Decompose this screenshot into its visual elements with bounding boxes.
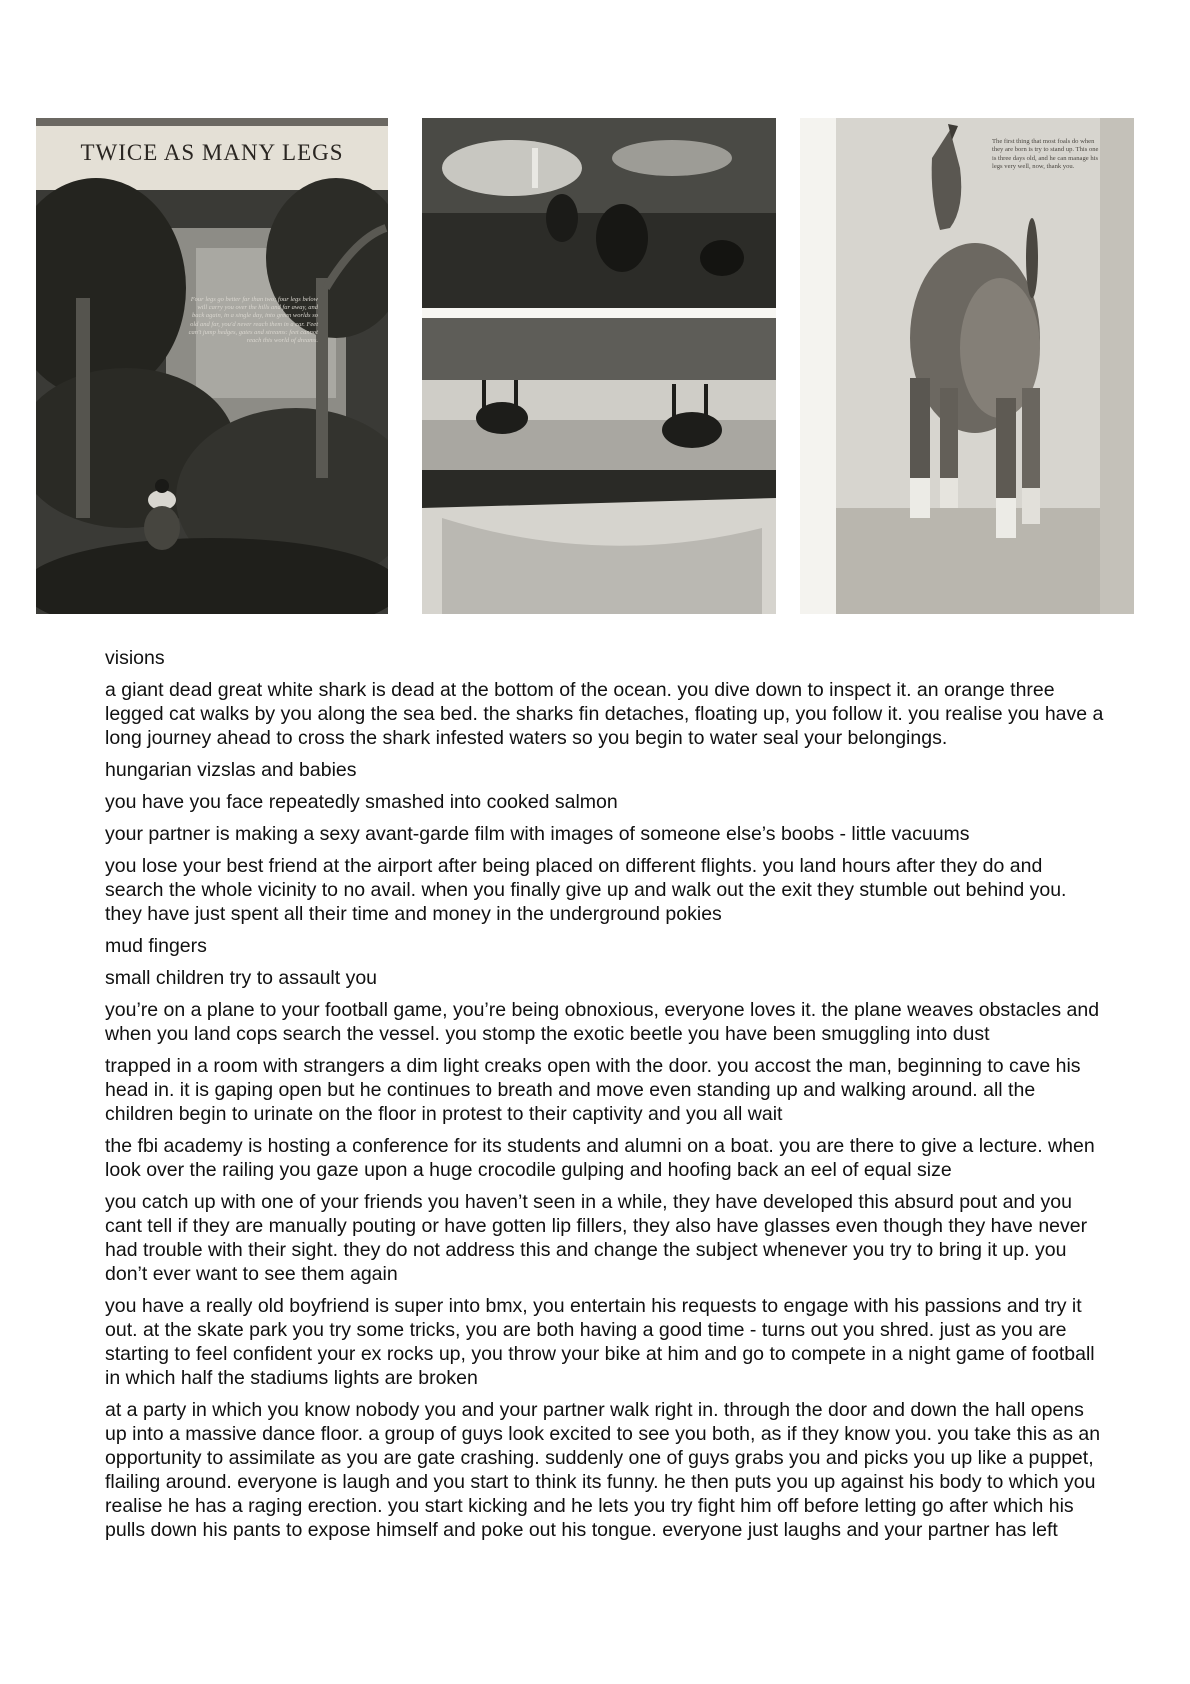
paragraph: you have a really old boyfriend is super into bmx, you entertain his requests to engage with his passions and try it out. at the skate park you try some tricks, you are both having a good time - turns out you shred. just as you are starting to feel confident your ex rocks up, you throw your bike at him and go to compete in a night game of football in which half the stadiums lights are broken (105, 1295, 1095, 1389)
section-heading: visions (105, 647, 165, 669)
book-cover-photo (36, 118, 388, 614)
paragraph: hungarian vizslas and babies (105, 759, 357, 781)
paragraph: trapped in a room with strangers a dim light creaks open with the door. you accost the man, beginning to cave his head in. it is gaping open but he continues to breath and move even standing up and walking around. all the children begin to urinate on the floor in protest to their captivity and you all wait (105, 1055, 1081, 1125)
foal-photo (800, 118, 1134, 614)
paragraph: you lose your best friend at the airport after being placed on different flights. you land hours after they do and search the whole vicinity to no avail. when you finally give up and walk out the exit they stumble out behind you. they have just spent all their time and money in the underground pokies (105, 855, 1067, 925)
collage-photo (422, 118, 776, 614)
paragraph: your partner is making a sexy avant-garde film with images of someone else’s boobs - little vacuums (105, 823, 970, 845)
forest-illustration (36, 118, 388, 614)
paragraph: you have you face repeatedly smashed into cooked salmon (105, 791, 618, 813)
foal-illustration (800, 118, 1134, 614)
paragraph: small children try to assault you (105, 967, 378, 989)
collage-illustration (422, 118, 776, 614)
cover-title: TWICE AS MANY LEGS (80, 140, 344, 165)
cover-poem: Four legs go better far than two; four legs below will carry you over the hills and far away, and back again, in a single day, into green worlds so old and far, you'd never reach them in a car. Feet can't jump hedges, gates and streams: feet cannot reach this world of dreams. (188, 296, 318, 345)
paragraph: you catch up with one of your friends you haven’t seen in a while, they have developed this absurd pout and you cant tell if they are manually pouting or have gotten lip fillers, they also have glasses even though they have never had trouble with their sight. they do not address this and change the subject whenever you try to bring it up. you don’t ever want to see them again (105, 1191, 1088, 1285)
paragraph: a giant dead great white shark is dead at the bottom of the ocean. you dive down to inspect it. an orange three legged cat walks by you along the sea bed. the sharks fin detaches, floating up, you follow it. you realise you have a long journey ahead to cross the shark infested waters so you begin to water seal your belongings. (105, 679, 1104, 749)
paragraph: the fbi academy is hosting a conference for its students and alumni on a boat. you are there to give a lecture. when look over the railing you gaze upon a huge crocodile gulping and hoofing back an eel of equal size (105, 1135, 1095, 1181)
paragraph: at a party in which you know nobody you and your partner walk right in. through the door and down the hall opens up into a massive dance floor. a group of guys look excited to see you both, as if they know you. you take this as an opportunity to assimilate as you are gate crashing. suddenly one of guys grabs you and picks you up like a puppet, flailing around. everyone is laugh and you start to think its funny. he then puts you up against his body to which you realise he has a raging erection. you start kicking and he lets you try fight him off before letting go after which his pulls down his pants to expose himself and poke out his tongue. everyone just laughs and your partner has left (105, 1399, 1101, 1541)
paragraph: you’re on a plane to your football game, you’re being obnoxious, everyone loves it. the plane weaves obstacles and when you land cops search the vessel. you stomp the exotic beetle you have been smuggling into dust (105, 999, 1100, 1045)
dream-journal-text (105, 646, 1105, 1550)
foal-caption: The first thing that most foals do when they are born is try to stand up. This one is three days old, and he can manage his legs very well, now, thank you. (992, 138, 1099, 171)
paragraph: mud fingers (105, 935, 207, 957)
